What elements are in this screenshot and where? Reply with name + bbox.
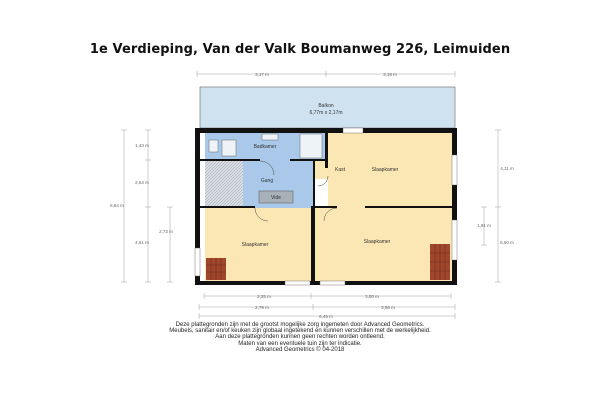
dim-left-b: 2,64 m	[135, 180, 149, 185]
dim-bottom-a: 2,25 m	[257, 294, 271, 299]
dim-bottom-d: 3,56 m	[381, 305, 395, 310]
bathtub	[300, 134, 322, 158]
dim-right-a: 4,11 m	[500, 166, 514, 171]
dim-right-b: 1,91 m	[477, 223, 491, 228]
dim-left-d: 4,61 m	[135, 240, 149, 245]
dim-bottom-c: 2,79 m	[255, 305, 269, 310]
shower	[222, 140, 236, 156]
disclaimer-line: Maten van een eventuele tuin zijn ter indicatie.	[238, 340, 362, 347]
vide-label: Vide	[271, 195, 281, 201]
sink	[262, 134, 278, 140]
dim-left-c: 2,73 m	[159, 229, 173, 234]
closet-label: Kast	[334, 167, 346, 173]
balcony-label: Balkon	[318, 103, 334, 109]
dim-top-left: 3,17 m	[255, 72, 269, 77]
dim-left-total: 6,84 m	[110, 203, 124, 208]
disclaimer-line: Deze plattegronden zijn met de grootst mogelijke zorg ingemeten door Advanced Geometrics.	[175, 322, 425, 328]
stair-hatch	[205, 161, 243, 208]
toilet	[209, 140, 218, 152]
dim-right-total: 6,60 m	[500, 240, 514, 245]
dim-bottom-b: 3,00 m	[365, 294, 379, 299]
copyright-line: Advanced Geometrics © 04-2018	[255, 346, 345, 353]
bedroom-sw-label: Slaapkamer	[241, 242, 269, 248]
hallway-label: Gang	[260, 178, 274, 184]
disclaimer	[100, 322, 500, 353]
bedroom-se-furniture	[430, 244, 450, 280]
dim-bottom-total: 6,45 m	[319, 314, 333, 319]
balcony-size: 6,77m x 2,17m	[309, 110, 343, 116]
dim-top-right: 3,18 m	[383, 72, 397, 77]
bedroom-sw-furniture	[206, 258, 226, 280]
page-title: 1e Verdieping, Van der Valk Boumanweg 226, Leimuiden	[89, 42, 511, 57]
bathroom-label: Badkamer	[253, 144, 277, 150]
dim-left-a: 1,43 m	[135, 143, 149, 148]
bedroom-se-label: Slaapkamer	[363, 239, 391, 245]
disclaimer-line: Meubels, sanitair en/of keuken zijn globaal ingetekend en kunnen verschillen met de werkelijkheid.	[169, 328, 431, 335]
bedroom-ne-label: Slaapkamer	[371, 167, 399, 173]
disclaimer-line: Aan deze plattegronden kunnen geen rechten worden ontleend.	[215, 334, 385, 341]
